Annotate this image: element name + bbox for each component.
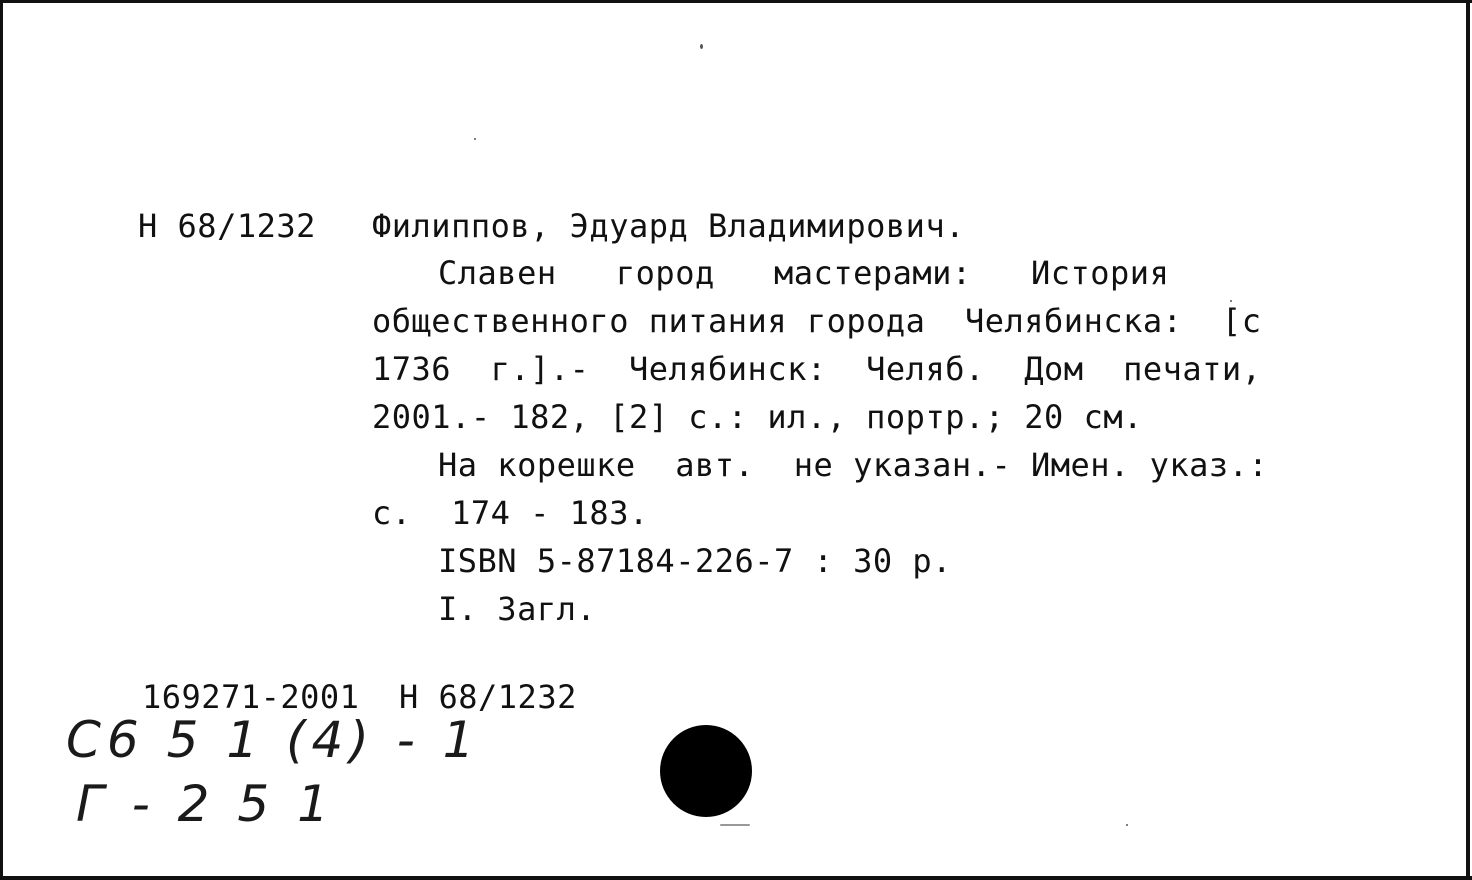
scan-speck	[1230, 300, 1232, 302]
title-line-1: Славен город мастерами: История	[438, 254, 1170, 292]
scan-speck	[1126, 824, 1128, 826]
isbn-line: ISBN 5-87184-226-7 : 30 р.	[438, 542, 952, 580]
call-number: Н 68/1232	[138, 207, 316, 245]
handwritten-classification: С6 5 1 (4) - 1	[66, 711, 481, 769]
note-line-1: На корешке авт. не указан.- Имен. указ.:	[438, 446, 1269, 484]
footer-number: 169271-2001 Н 68/1232	[142, 678, 577, 716]
imprint-line: 1736 г.].- Челябинск: Челяб. Дом печати,	[372, 350, 1262, 388]
punch-hole	[660, 725, 752, 817]
card-border-top	[0, 0, 1472, 3]
collation-line: 2001.- 182, [2] с.: ил., портр.; 20 см.	[372, 398, 1143, 436]
author-heading: Филиппов, Эдуард Владимирович.	[372, 207, 965, 245]
title-entry-line: I. Загл.	[438, 590, 597, 628]
note-line-2: с. 174 - 183.	[372, 494, 649, 532]
handwritten-author-mark: Г - 2 5 1	[76, 775, 335, 833]
scan-speck	[474, 138, 476, 140]
title-line-2: общественного питания города Челябинска: [с	[372, 302, 1262, 340]
scan-speck	[700, 44, 703, 49]
card-border-bottom	[0, 876, 1472, 880]
card-border-left	[0, 0, 3, 880]
card-border-right	[1466, 0, 1470, 880]
scan-speck	[720, 824, 750, 826]
